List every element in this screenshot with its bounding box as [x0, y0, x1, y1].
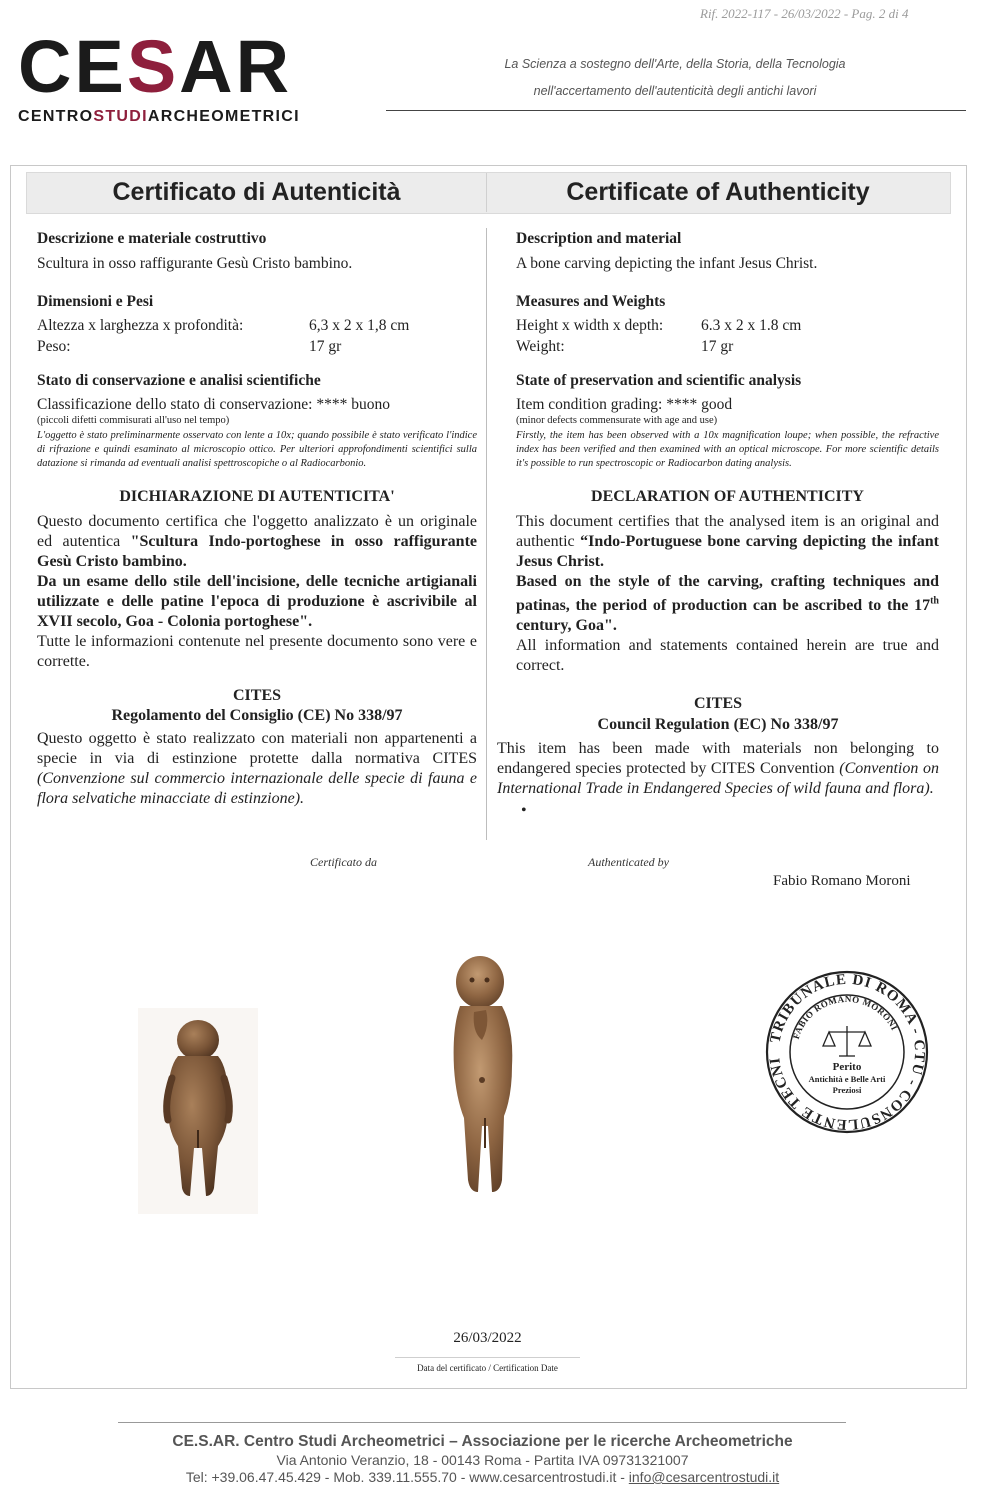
it-state-grading: Classificazione dello stato di conservazione: **** buono — [37, 396, 390, 413]
it-state-analysis-note: L'oggetto è stato preliminarmente osservato con lente a 10x; quando possibile è stato verificato l'indice di rifrazione e quindi esaminato al microscopio ottico. Per ulteriori approfondimenti scientifici sulla datazione si rimanda ad eventuali analisi spettroscopiche o al Radiocarbonio. — [37, 430, 477, 469]
logo-wordmark: CESAR — [18, 25, 293, 108]
title-english: Certificate of Authenticity — [566, 178, 870, 206]
photo-front-view — [430, 948, 540, 1200]
official-stamp — [765, 968, 930, 1136]
stamp-line-2: Antichità e Belle Arti — [808, 1074, 886, 1084]
en-weight-row — [516, 337, 939, 356]
en-weight-value: 17 gr — [701, 338, 734, 355]
footer-address: Via Antonio Veranzio, 18 - 00143 Roma - Partita IVA 09731321007 — [276, 1452, 689, 1468]
it-state-heading: Stato di conservazione e analisi scientifiche — [37, 372, 321, 389]
header-divider — [386, 110, 966, 111]
footer-contacts: Tel: +39.06.47.45.429 - Mob. 339.11.555.70 - www.cesarcentrostudi.it - info@cesarcentrostudi.it — [185, 1469, 780, 1485]
it-cites-regulation: Regolamento del Consiglio (CE) No 338/97 — [111, 707, 403, 724]
en-state-heading: State of preservation and scientific analysis — [516, 372, 802, 389]
en-declaration-text: This document certifies that the analysed item is an original and authentic “Indo-Portuguese bone carving depicting the infant Jesus Christ. Based on the style of the carving, crafting techniques and patinas, the period of production can be ascribed to the 17th century, Goa". All information and statements contained herein are true and correct. — [516, 513, 939, 675]
it-weight-row — [37, 337, 477, 356]
it-description-heading: Descrizione e materiale costruttivo — [37, 230, 267, 247]
it-declaration-text: Questo documento certifica che l'oggetto analizzato è un originale ed autentica "Scultura Indo-portoghese in osso raffigurante Gesù Cristo bambino. Da un esame dello stile dell'incisione, delle tecniche artigianali utilizzate e delle patine l'epoca di produzione è ascrivibile al XVII secolo, Goa - Colonia portoghese". Tutte le informazioni contenute nel presente documento sono vere e corrette. — [37, 513, 478, 670]
en-description-text: A bone carving depicting the infant Jesus Christ. — [516, 255, 818, 272]
figure-front-image — [430, 948, 540, 1200]
it-cites-heading: CITES — [232, 687, 282, 704]
it-declaration-heading: DICHIARAZIONE DI AUTENTICITA' — [119, 488, 395, 505]
en-description-heading: Description and material — [516, 230, 682, 247]
it-dimensions-row — [37, 316, 477, 335]
stamp-seal-image — [765, 968, 930, 1136]
signer-name: Fabio Romano Moroni — [773, 873, 911, 889]
footer-email-link[interactable]: info@cesarcentrostudi.it — [628, 1469, 780, 1485]
page-reference: Rif. 2022-117 - 26/03/2022 - Pag. 2 di 4 — [700, 6, 909, 21]
column-divider — [486, 228, 487, 840]
title-divider — [486, 173, 487, 212]
certificate-date-label: Data del certificato / Certification Date — [417, 1363, 558, 1373]
en-measures-label: Height x width x depth: — [516, 317, 664, 334]
it-description-text: Scultura in osso raffigurante Gesù Cristo bambino. — [37, 255, 353, 272]
footer-organization: CE.S.AR. Centro Studi Archeometrici – Associazione per le ricerche Archeometriche — [172, 1433, 793, 1450]
en-cites-heading: CITES — [693, 695, 743, 712]
en-measures-value: 6.3 x 2 x 1.8 cm — [701, 317, 802, 334]
it-weight-value: 17 gr — [309, 338, 342, 355]
en-state-analysis-note: Firstly, the item has been observed with a 10x magnification loupe; when possible, the refractive index has been verified and then examined with an optical microscope. For more scientific details it's possible to run spectroscopic or Radiocarbon dating analysis. — [516, 430, 939, 469]
en-cites-text: This item has been made with materials non belonging to endangered species protected by CITES Convention (Convention on International Trade in Endangered Species of wild fauna and flora). — [497, 740, 939, 797]
tagline-line-2: nell'accertamento dell'autenticità degli antichi lavori — [533, 84, 817, 98]
title-italian: Certificato di Autenticità — [112, 178, 401, 206]
stamp-line-1: Perito — [832, 1061, 862, 1073]
it-dimensions-value: 6,3 x 2 x 1,8 cm — [309, 317, 410, 334]
figure-back-image — [138, 1008, 258, 1214]
stamp-outer-text: TRIBUNALE DI ROMA - CTU - CONSULENTE TECNI — [767, 971, 928, 1133]
en-cites-regulation: Council Regulation (EC) No 338/97 — [597, 716, 839, 733]
footer-divider — [118, 1422, 846, 1423]
tagline-line-1: La Scienza a sostegno dell'Arte, della Storia, della Tecnologia — [504, 57, 846, 71]
it-state-small-note: (piccoli difetti commisurati all'uso nel tempo) — [37, 415, 230, 426]
logo-subtitle: CENTROSTUDIARCHEOMETRICI — [18, 108, 300, 125]
en-measures-row — [516, 316, 939, 335]
photo-back-view — [138, 1008, 258, 1214]
en-cites-block — [497, 694, 939, 821]
en-declaration-heading: DECLARATION OF AUTHENTICITY — [591, 488, 864, 505]
italian-column — [37, 229, 477, 809]
certified-by-label: Certificato da — [310, 855, 377, 869]
en-state-grading: Item condition grading: **** good — [516, 396, 733, 413]
authenticated-by-label: Authenticated by — [588, 855, 669, 869]
en-measures-heading: Measures and Weights — [516, 293, 666, 310]
certificate-date: 26/03/2022 — [395, 1330, 580, 1358]
en-state-small-note: (minor defects commensurate with age and use) — [516, 415, 718, 426]
it-dimensions-heading: Dimensioni e Pesi — [37, 293, 154, 310]
stamp-inner-text: FABIO ROMANO MORONI — [790, 993, 900, 1041]
it-dimensions-label: Altezza x larghezza x profondità: — [37, 317, 244, 334]
scales-icon — [823, 1026, 871, 1056]
certificate-date-block — [395, 1330, 580, 1373]
stamp-line-3: Preziosi — [832, 1085, 862, 1095]
cesar-logo — [18, 25, 300, 126]
en-weight-label: Weight: — [516, 338, 565, 355]
english-column — [516, 229, 939, 676]
bullet-mark: • — [521, 802, 527, 819]
it-weight-label: Peso: — [37, 338, 71, 355]
it-cites-text: Questo oggetto è stato realizzato con materiali non appartenenti a specie in via di estinzione protette dalla normativa CITES (Convenzione sul commercio internazionale delle specie di fauna e flora selvatiche minacciate di estinzione). — [37, 730, 477, 807]
